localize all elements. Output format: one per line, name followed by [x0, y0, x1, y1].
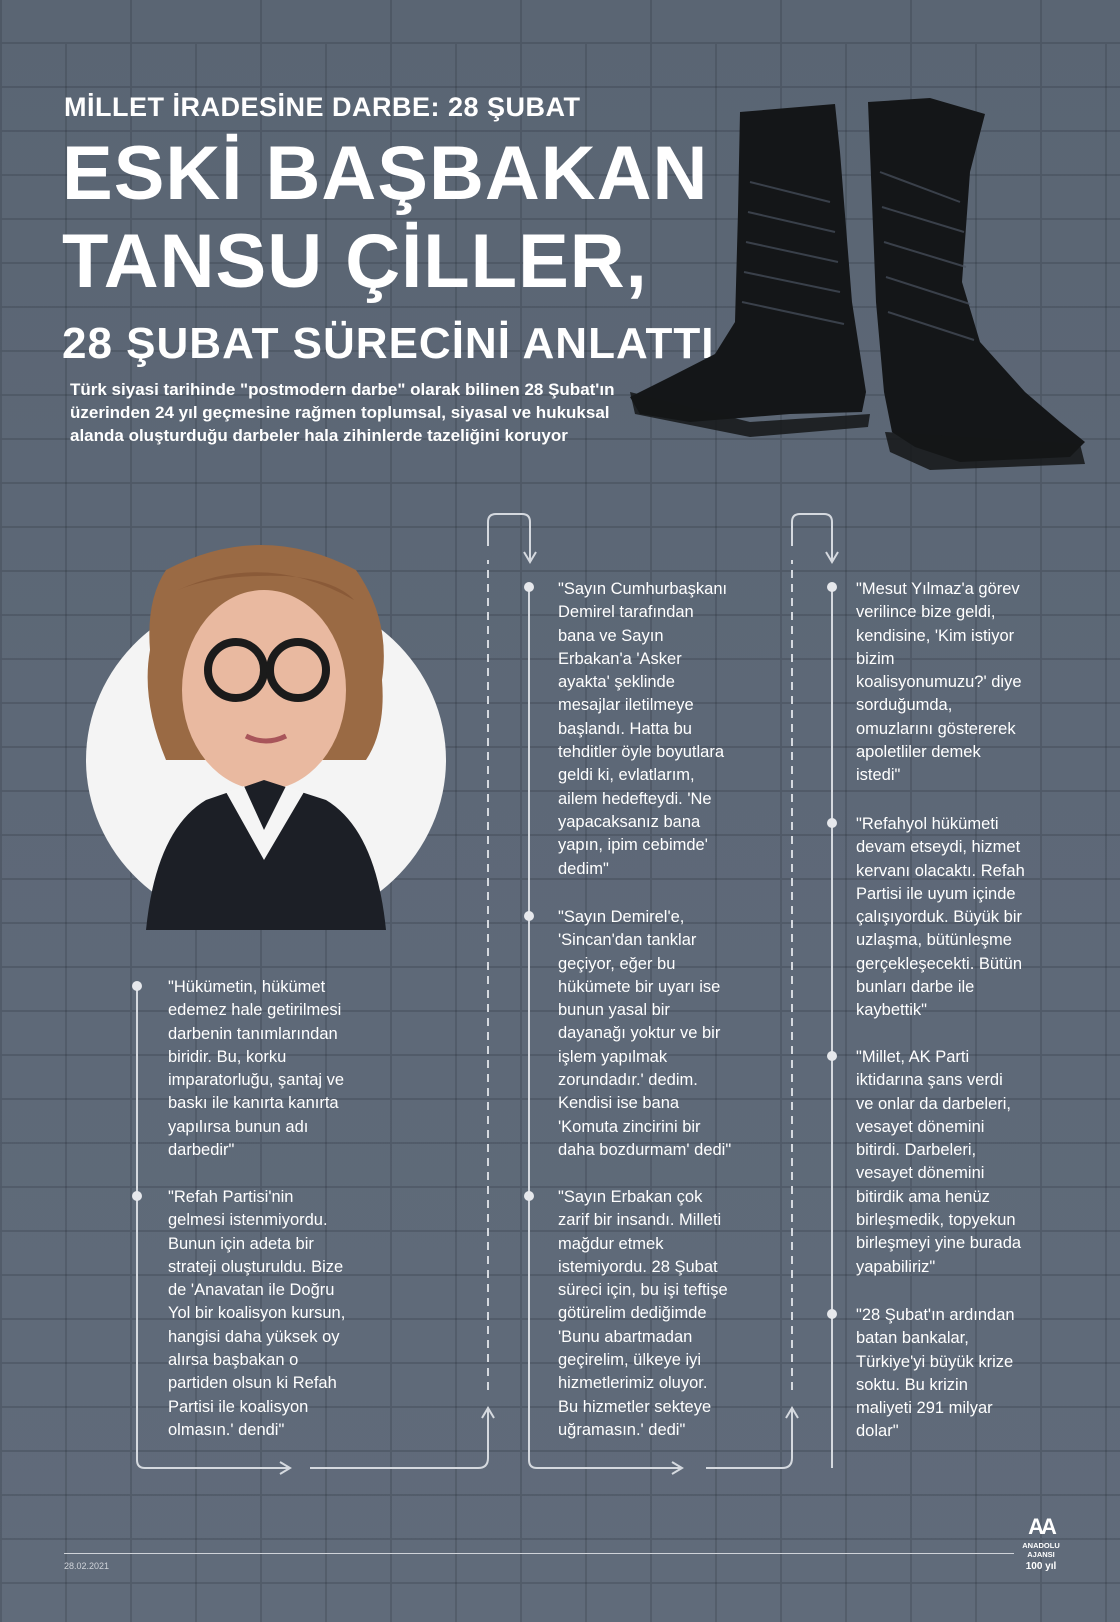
timeline-dot	[827, 582, 837, 592]
intro-text: Türk siyasi tarihinde "postmodern darbe" olarak bilinen 28 Şubat'ın üzerinden 24 yıl geçmesine rağmen toplumsal, siyasal ve hukuksal alanda oluşturduğu darbeler hala zihinlerde tazeliğini koruyor	[70, 380, 615, 445]
headline-line-2: TANSU ÇİLLER,	[62, 219, 648, 304]
timeline-dot	[524, 582, 534, 592]
logo-years: 100 yıl	[1025, 1561, 1057, 1572]
timeline-dot	[132, 1191, 142, 1201]
publish-date: 28.02.2021	[64, 1561, 110, 1571]
quote-col3-1: "Mesut Yılmaz'a görev verilince bize geldi, kendisine, 'Kim istiyor bizim koalisyonumuzu?' diye sorduğumda, omuzlarını göstererek apoletliler demek istedi"	[856, 580, 1022, 785]
footer-divider	[64, 1553, 1014, 1554]
quote-col3-4: "28 Şubat'ın ardından batan bankalar, Türkiye'yi büyük krize soktu. Bu krizin maliyeti 291 milyar dolar"	[856, 1306, 1015, 1441]
quote-col3-2: "Refahyol hükümeti devam etseydi, hizmet kervanı olacaktı. Refah Partisi ile uyum içinde çalışıyorduk. Büyük bir uzlaşma, bütünleşme gerçekleşecekti. Bütün bunları darbe ile kaybettik"	[856, 815, 1025, 1020]
timeline-dot	[827, 818, 837, 828]
logo-mark: AA	[1028, 1514, 1054, 1539]
timeline-dot	[132, 981, 142, 991]
quote-col1-2: "Refah Partisi'nin gelmesi istenmiyordu. Bunun için adeta bir strateji oluşturuldu. Bize de 'Anavatan ile Doğru Yol bir koalisyon kursun, hangisi daha yüksek oy alırsa başbakan o partiden olsun ki Refah Partisi ile koalisyon olmasın.' dendi"	[168, 1188, 346, 1439]
quote-col1-1: "Hükümetin, hükümet edemez hale getirilmesi darbenin tanımlarından biridir. Bu, korku imparatorluğu, şantaj ve baskı ile kanırta kanırta yapılırsa bunun adı darbedir"	[168, 978, 345, 1160]
timeline-dot	[524, 911, 534, 921]
quote-col2-3: "Sayın Erbakan çok zarif bir insandı. Milleti mağdur etmek istemiyordu. 28 Şubat süreci için, bu işi teftişe götürelim dediğimde 'Bunu abartmadan geçirelim, ülkeye iyi hizmetlerimiz oluyor. Bu hizmetler sekteye uğramasın.' dedi"	[558, 1188, 728, 1439]
quote-col3-3: "Millet, AK Parti iktidarına şans verdi ve onlar da darbeleri, vesayet dönemini bitirdi. Darbeleri, vesayet dönemini bitirdik ama henüz birleşmedik, topyekun birleşmeyi yine burada yapabiliriz"	[856, 1048, 1022, 1276]
headline-line-1: ESKİ BAŞBAKAN	[62, 131, 709, 216]
timeline-dot	[524, 1191, 534, 1201]
logo-brand: ANADOLU AJANSI	[1022, 1541, 1060, 1559]
timeline-dot	[827, 1309, 837, 1319]
quote-col2-2: "Sayın Demirel'e, 'Sincan'dan tanklar geçiyor, eğer bu hükümete bir uyarı ise bunun yasal bir dayanağı yoktur ve bir işlem yapılmak zorundadır.' dedim. Kendisi ise bana 'Komuta zincirini bir daha bozdurmam' dedi"	[558, 908, 732, 1159]
headline-line-3: 28 ŞUBAT SÜRECİNİ ANLATTI	[62, 319, 715, 368]
timeline-dot	[827, 1051, 837, 1061]
quote-col2-1: "Sayın Cumhurbaşkanı Demirel tarafından bana ve Sayın Erbakan'a 'Asker ayakta' şeklinde mesajlar iletilmeye başlandı. Hatta bu tehditler öyle boyutlara geldi ki, evlatlarım, ailem hedefteydi. 'Ne yapacaksanız bana yapın, ipim cebimde' dedim"	[558, 580, 728, 878]
anadolu-agency-logo	[1009, 1514, 1073, 1572]
eyebrow-title: MİLLET İRADESİNE DARBE: 28 ŞUBAT	[64, 92, 581, 122]
